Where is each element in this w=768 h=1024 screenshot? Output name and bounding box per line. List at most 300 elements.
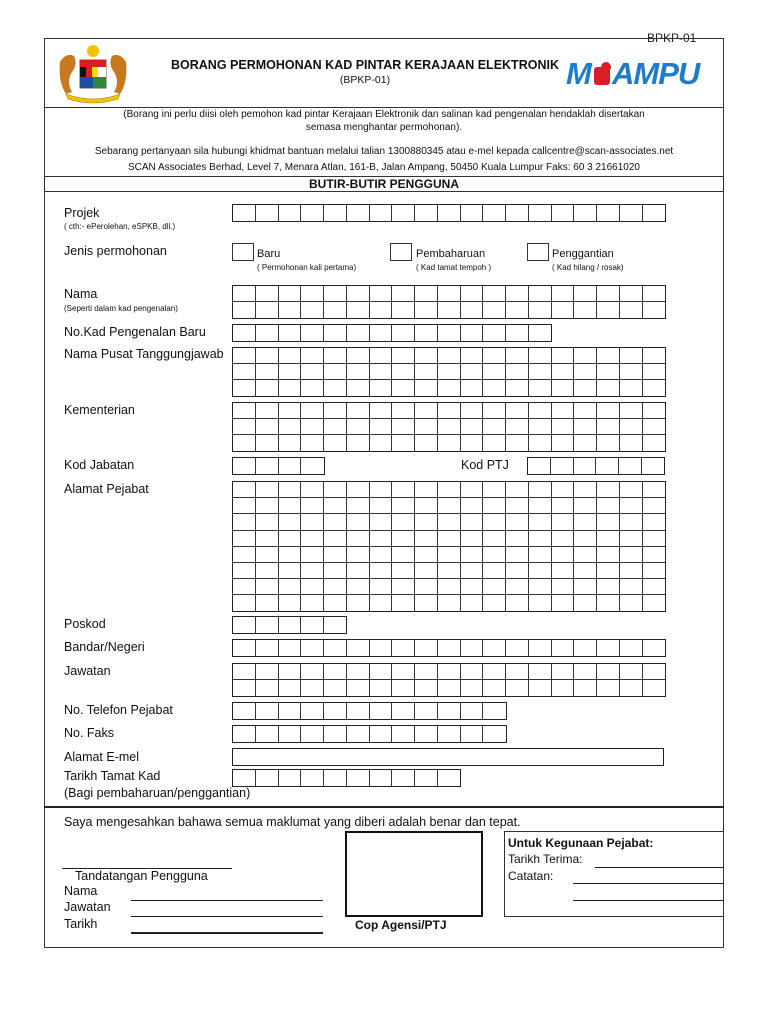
char-box[interactable] [483, 579, 506, 595]
char-box[interactable] [233, 205, 256, 221]
char-box[interactable] [438, 595, 461, 611]
char-box[interactable] [529, 435, 552, 451]
char-box[interactable] [529, 563, 552, 579]
char-box[interactable] [438, 364, 461, 380]
char-box[interactable] [324, 617, 347, 633]
char-box[interactable] [347, 205, 370, 221]
pembaharuan-checkbox[interactable] [390, 243, 412, 261]
char-box[interactable] [438, 664, 461, 680]
char-box[interactable] [574, 579, 597, 595]
char-box[interactable] [483, 380, 506, 396]
char-box[interactable] [347, 498, 370, 514]
char-box[interactable] [438, 640, 461, 656]
char-box[interactable] [438, 380, 461, 396]
char-box[interactable] [552, 364, 575, 380]
char-box[interactable] [415, 563, 438, 579]
char-box[interactable] [529, 348, 552, 364]
char-box[interactable] [574, 563, 597, 579]
char-box[interactable] [347, 482, 370, 498]
char-box[interactable] [256, 563, 279, 579]
tarikh-terima-line[interactable] [595, 867, 724, 868]
char-box[interactable] [552, 680, 575, 696]
char-box[interactable] [620, 579, 643, 595]
char-box[interactable] [233, 703, 256, 719]
char-box[interactable] [552, 579, 575, 595]
char-box[interactable] [370, 547, 393, 563]
char-box[interactable] [324, 325, 347, 341]
char-box[interactable] [506, 302, 529, 318]
char-box[interactable] [597, 482, 620, 498]
char-box[interactable] [392, 286, 415, 302]
char-box[interactable] [392, 563, 415, 579]
char-box[interactable] [347, 726, 370, 742]
char-box[interactable] [574, 664, 597, 680]
char-box[interactable] [370, 680, 393, 696]
char-box[interactable] [506, 563, 529, 579]
char-box[interactable] [483, 680, 506, 696]
char-box[interactable] [233, 380, 256, 396]
char-box[interactable] [233, 726, 256, 742]
email-input[interactable] [232, 748, 664, 766]
char-box[interactable] [483, 205, 506, 221]
char-box[interactable] [324, 286, 347, 302]
char-box[interactable] [370, 640, 393, 656]
char-box[interactable] [506, 579, 529, 595]
char-box[interactable] [620, 205, 643, 221]
char-box[interactable] [552, 547, 575, 563]
char-box[interactable] [643, 680, 666, 696]
char-box[interactable] [324, 640, 347, 656]
char-box[interactable] [279, 302, 302, 318]
char-box[interactable] [596, 458, 619, 474]
char-box[interactable] [415, 770, 438, 786]
char-box[interactable] [574, 547, 597, 563]
char-box[interactable] [279, 547, 302, 563]
char-box[interactable] [643, 531, 666, 547]
char-box[interactable] [461, 286, 484, 302]
char-box[interactable] [279, 514, 302, 530]
char-box[interactable] [643, 640, 666, 656]
char-box[interactable] [574, 302, 597, 318]
char-box[interactable] [324, 726, 347, 742]
char-box[interactable] [256, 770, 279, 786]
char-box[interactable] [324, 380, 347, 396]
char-box[interactable] [461, 680, 484, 696]
char-box[interactable] [620, 640, 643, 656]
char-box[interactable] [233, 458, 256, 474]
char-box[interactable] [347, 302, 370, 318]
char-box[interactable] [438, 403, 461, 419]
char-box[interactable] [643, 302, 666, 318]
nama-input-grid[interactable] [232, 285, 666, 319]
char-box[interactable] [233, 286, 256, 302]
char-box[interactable] [643, 205, 666, 221]
char-box[interactable] [620, 348, 643, 364]
char-box[interactable] [620, 547, 643, 563]
poskod-input-grid[interactable] [232, 616, 347, 634]
char-box[interactable] [301, 403, 324, 419]
char-box[interactable] [301, 514, 324, 530]
char-box[interactable] [461, 531, 484, 547]
char-box[interactable] [233, 419, 256, 435]
char-box[interactable] [233, 403, 256, 419]
char-box[interactable] [415, 726, 438, 742]
char-box[interactable] [597, 514, 620, 530]
char-box[interactable] [438, 531, 461, 547]
char-box[interactable] [483, 703, 506, 719]
char-box[interactable] [529, 640, 552, 656]
char-box[interactable] [301, 579, 324, 595]
char-box[interactable] [279, 579, 302, 595]
char-box[interactable] [370, 435, 393, 451]
char-box[interactable] [461, 325, 484, 341]
char-box[interactable] [301, 348, 324, 364]
char-box[interactable] [301, 498, 324, 514]
char-box[interactable] [552, 302, 575, 318]
char-box[interactable] [506, 325, 529, 341]
char-box[interactable] [597, 419, 620, 435]
char-box[interactable] [392, 595, 415, 611]
char-box[interactable] [392, 680, 415, 696]
char-box[interactable] [574, 595, 597, 611]
char-box[interactable] [392, 419, 415, 435]
char-box[interactable] [643, 419, 666, 435]
char-box[interactable] [370, 302, 393, 318]
char-box[interactable] [347, 547, 370, 563]
char-box[interactable] [324, 205, 347, 221]
char-box[interactable] [643, 664, 666, 680]
char-box[interactable] [233, 547, 256, 563]
char-box[interactable] [415, 579, 438, 595]
char-box[interactable] [461, 403, 484, 419]
char-box[interactable] [552, 380, 575, 396]
char-box[interactable] [415, 364, 438, 380]
char-box[interactable] [461, 419, 484, 435]
char-box[interactable] [256, 286, 279, 302]
char-box[interactable] [370, 482, 393, 498]
char-box[interactable] [256, 325, 279, 341]
char-box[interactable] [529, 205, 552, 221]
penggantian-checkbox[interactable] [527, 243, 549, 261]
char-box[interactable] [392, 348, 415, 364]
char-box[interactable] [233, 435, 256, 451]
char-box[interactable] [506, 664, 529, 680]
char-box[interactable] [279, 640, 302, 656]
char-box[interactable] [370, 380, 393, 396]
char-box[interactable] [370, 770, 393, 786]
char-box[interactable] [506, 531, 529, 547]
char-box[interactable] [461, 595, 484, 611]
char-box[interactable] [529, 579, 552, 595]
char-box[interactable] [301, 531, 324, 547]
char-box[interactable] [233, 563, 256, 579]
char-box[interactable] [483, 547, 506, 563]
baru-checkbox[interactable] [232, 243, 254, 261]
char-box[interactable] [415, 435, 438, 451]
char-box[interactable] [483, 419, 506, 435]
projek-input-grid[interactable] [232, 204, 666, 222]
char-box[interactable] [506, 348, 529, 364]
char-box[interactable] [392, 403, 415, 419]
char-box[interactable] [597, 664, 620, 680]
char-box[interactable] [506, 403, 529, 419]
sig-nama-line[interactable] [131, 900, 323, 901]
char-box[interactable] [256, 595, 279, 611]
char-box[interactable] [415, 640, 438, 656]
char-box[interactable] [279, 617, 302, 633]
char-box[interactable] [643, 595, 666, 611]
char-box[interactable] [415, 325, 438, 341]
char-box[interactable] [620, 403, 643, 419]
char-box[interactable] [597, 302, 620, 318]
sig-jawatan-line[interactable] [131, 916, 323, 917]
char-box[interactable] [301, 770, 324, 786]
char-box[interactable] [347, 595, 370, 611]
char-box[interactable] [324, 547, 347, 563]
char-box[interactable] [574, 348, 597, 364]
char-box[interactable] [483, 286, 506, 302]
char-box[interactable] [279, 325, 302, 341]
char-box[interactable] [279, 380, 302, 396]
char-box[interactable] [392, 205, 415, 221]
char-box[interactable] [643, 286, 666, 302]
char-box[interactable] [483, 325, 506, 341]
char-box[interactable] [301, 302, 324, 318]
char-box[interactable] [301, 435, 324, 451]
char-box[interactable] [415, 498, 438, 514]
char-box[interactable] [415, 403, 438, 419]
char-box[interactable] [392, 664, 415, 680]
char-box[interactable] [438, 680, 461, 696]
char-box[interactable] [552, 348, 575, 364]
char-box[interactable] [506, 380, 529, 396]
char-box[interactable] [574, 514, 597, 530]
char-box[interactable] [415, 547, 438, 563]
char-box[interactable] [392, 498, 415, 514]
char-box[interactable] [620, 531, 643, 547]
char-box[interactable] [643, 498, 666, 514]
char-box[interactable] [552, 435, 575, 451]
char-box[interactable] [347, 364, 370, 380]
char-box[interactable] [324, 419, 347, 435]
char-box[interactable] [392, 514, 415, 530]
char-box[interactable] [574, 498, 597, 514]
char-box[interactable] [233, 364, 256, 380]
char-box[interactable] [279, 595, 302, 611]
char-box[interactable] [438, 563, 461, 579]
char-box[interactable] [370, 325, 393, 341]
char-box[interactable] [392, 770, 415, 786]
char-box[interactable] [574, 364, 597, 380]
char-box[interactable] [552, 514, 575, 530]
char-box[interactable] [301, 482, 324, 498]
char-box[interactable] [597, 595, 620, 611]
char-box[interactable] [324, 435, 347, 451]
char-box[interactable] [461, 302, 484, 318]
char-box[interactable] [256, 403, 279, 419]
char-box[interactable] [619, 458, 642, 474]
char-box[interactable] [438, 302, 461, 318]
char-box[interactable] [528, 458, 551, 474]
char-box[interactable] [233, 579, 256, 595]
char-box[interactable] [324, 770, 347, 786]
char-box[interactable] [552, 563, 575, 579]
char-box[interactable] [597, 403, 620, 419]
char-box[interactable] [256, 498, 279, 514]
char-box[interactable] [438, 547, 461, 563]
char-box[interactable] [552, 205, 575, 221]
char-box[interactable] [483, 563, 506, 579]
char-box[interactable] [574, 458, 597, 474]
char-box[interactable] [461, 664, 484, 680]
char-box[interactable] [279, 419, 302, 435]
char-box[interactable] [279, 205, 302, 221]
char-box[interactable] [620, 435, 643, 451]
char-box[interactable] [438, 482, 461, 498]
char-box[interactable] [256, 380, 279, 396]
char-box[interactable] [392, 640, 415, 656]
char-box[interactable] [279, 703, 302, 719]
char-box[interactable] [392, 364, 415, 380]
char-box[interactable] [233, 664, 256, 680]
char-box[interactable] [233, 348, 256, 364]
char-box[interactable] [347, 325, 370, 341]
char-box[interactable] [597, 531, 620, 547]
char-box[interactable] [370, 205, 393, 221]
char-box[interactable] [415, 680, 438, 696]
kementerian-input-grid[interactable] [232, 402, 666, 452]
char-box[interactable] [438, 435, 461, 451]
char-box[interactable] [461, 579, 484, 595]
char-box[interactable] [256, 531, 279, 547]
char-box[interactable] [529, 498, 552, 514]
char-box[interactable] [483, 595, 506, 611]
char-box[interactable] [392, 435, 415, 451]
char-box[interactable] [529, 419, 552, 435]
char-box[interactable] [552, 640, 575, 656]
char-box[interactable] [279, 726, 302, 742]
char-box[interactable] [370, 664, 393, 680]
char-box[interactable] [620, 680, 643, 696]
char-box[interactable] [279, 403, 302, 419]
char-box[interactable] [620, 563, 643, 579]
char-box[interactable] [415, 531, 438, 547]
char-box[interactable] [370, 419, 393, 435]
char-box[interactable] [324, 664, 347, 680]
char-box[interactable] [552, 286, 575, 302]
char-box[interactable] [643, 380, 666, 396]
char-box[interactable] [461, 703, 484, 719]
char-box[interactable] [279, 563, 302, 579]
char-box[interactable] [438, 348, 461, 364]
sig-tarikh-line[interactable] [131, 932, 323, 934]
char-box[interactable] [301, 664, 324, 680]
char-box[interactable] [370, 703, 393, 719]
char-box[interactable] [529, 286, 552, 302]
char-box[interactable] [233, 482, 256, 498]
char-box[interactable] [415, 348, 438, 364]
char-box[interactable] [597, 435, 620, 451]
char-box[interactable] [347, 348, 370, 364]
char-box[interactable] [438, 498, 461, 514]
char-box[interactable] [620, 595, 643, 611]
char-box[interactable] [529, 514, 552, 530]
char-box[interactable] [483, 302, 506, 318]
char-box[interactable] [324, 563, 347, 579]
char-box[interactable] [256, 205, 279, 221]
char-box[interactable] [506, 435, 529, 451]
char-box[interactable] [529, 664, 552, 680]
char-box[interactable] [256, 703, 279, 719]
char-box[interactable] [347, 579, 370, 595]
char-box[interactable] [438, 325, 461, 341]
char-box[interactable] [461, 640, 484, 656]
char-box[interactable] [279, 482, 302, 498]
char-box[interactable] [552, 531, 575, 547]
char-box[interactable] [415, 380, 438, 396]
char-box[interactable] [552, 482, 575, 498]
char-box[interactable] [642, 458, 665, 474]
char-box[interactable] [370, 403, 393, 419]
char-box[interactable] [597, 380, 620, 396]
char-box[interactable] [643, 403, 666, 419]
pusat-tanggungjawab-input-grid[interactable] [232, 347, 666, 397]
char-box[interactable] [324, 680, 347, 696]
char-box[interactable] [392, 482, 415, 498]
ic-input-grid[interactable] [232, 324, 552, 342]
char-box[interactable] [506, 286, 529, 302]
char-box[interactable] [461, 563, 484, 579]
char-box[interactable] [279, 348, 302, 364]
char-box[interactable] [347, 680, 370, 696]
char-box[interactable] [233, 770, 256, 786]
char-box[interactable] [415, 514, 438, 530]
char-box[interactable] [597, 286, 620, 302]
char-box[interactable] [392, 302, 415, 318]
char-box[interactable] [552, 419, 575, 435]
char-box[interactable] [301, 703, 324, 719]
char-box[interactable] [597, 547, 620, 563]
char-box[interactable] [461, 547, 484, 563]
char-box[interactable] [347, 419, 370, 435]
char-box[interactable] [597, 205, 620, 221]
char-box[interactable] [392, 547, 415, 563]
kod-ptj-input-grid[interactable] [527, 457, 665, 475]
char-box[interactable] [574, 419, 597, 435]
char-box[interactable] [438, 726, 461, 742]
char-box[interactable] [529, 325, 552, 341]
char-box[interactable] [438, 770, 461, 786]
char-box[interactable] [392, 579, 415, 595]
char-box[interactable] [233, 498, 256, 514]
char-box[interactable] [256, 302, 279, 318]
char-box[interactable] [620, 498, 643, 514]
char-box[interactable] [529, 680, 552, 696]
char-box[interactable] [301, 547, 324, 563]
char-box[interactable] [301, 419, 324, 435]
char-box[interactable] [643, 514, 666, 530]
char-box[interactable] [643, 482, 666, 498]
char-box[interactable] [529, 482, 552, 498]
char-box[interactable] [301, 595, 324, 611]
char-box[interactable] [506, 680, 529, 696]
char-box[interactable] [415, 302, 438, 318]
char-box[interactable] [301, 458, 324, 474]
char-box[interactable] [233, 531, 256, 547]
kod-jabatan-input-grid[interactable] [232, 457, 325, 475]
char-box[interactable] [574, 403, 597, 419]
char-box[interactable] [301, 364, 324, 380]
